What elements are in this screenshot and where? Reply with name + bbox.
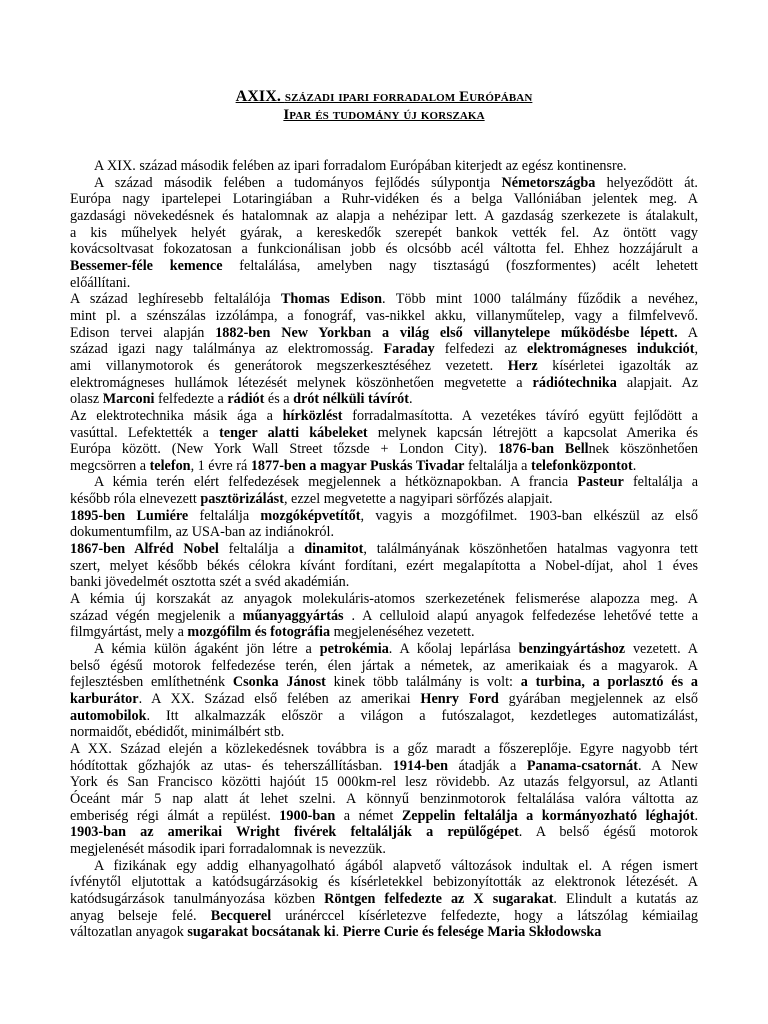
text: feltalálja a: [218, 541, 305, 558]
text: felfedezte a: [154, 391, 228, 408]
paragraph: [70, 641, 698, 741]
paragraph: [70, 541, 698, 591]
bold-text: rádiót: [227, 391, 265, 408]
text: kovácsoltvasat fokozatosan a funkcionálisan jobb és olcsóbb acél váltotta fel. Ehhez hozzájárult a: [70, 241, 698, 258]
bold-text: hírközlést: [282, 407, 343, 424]
text: nek köszönhetően: [588, 441, 698, 458]
text: A fizikának egy addig elhanyagolható ágából alapvető változások indultak el. A régen ismert: [94, 857, 698, 874]
paragraph: [70, 175, 698, 292]
text-line: [70, 608, 698, 625]
text-line: [70, 924, 698, 941]
text: vezetett. A: [625, 641, 699, 658]
text: feltalálja a: [464, 457, 532, 474]
bold-text: Henry Ford: [420, 691, 499, 707]
text: . Elindult a kutatás az: [553, 890, 699, 907]
bold-text: Herz: [507, 357, 538, 374]
bold-text: pasztörizálást: [200, 491, 284, 508]
text: gyárában megjelennek az első: [498, 691, 699, 707]
text: , találmányának köszönhetően hatalmas vagyonra tett: [363, 541, 698, 558]
text: emberiség régi álmát a repülést.: [70, 807, 280, 824]
text: gazdasági növekedésnek és hatalomnak az alapja a nehézipar lett. A gazdaság szerkezete is átalakult,: [70, 207, 698, 224]
text: a német: [335, 807, 402, 824]
text: felfedezi az: [434, 341, 528, 358]
text-line: [70, 491, 698, 508]
text-line: [70, 425, 698, 442]
text-line: [70, 225, 698, 242]
text: feltalálása, amelyben nagy tisztaságú (foszformentes) acélt lehetett: [222, 257, 698, 274]
title-rest: századi ipari forradalom Európában: [284, 89, 533, 105]
text: szert, melyet később békés célokra kívánt fordítani, ezért megalapította a Nobel-díjat, ahol 1 éves: [70, 557, 698, 574]
text: feltalálja a: [623, 474, 699, 491]
bold-text: Bessemer-féle kemence: [70, 257, 223, 274]
text-line: [70, 841, 698, 858]
bold-text: Marconi: [102, 391, 155, 408]
text: A kémia új korszakát az anyagok molekuláris-atomos szerkezetének felismerése alapozza meg. A: [70, 591, 698, 608]
bold-text: tenger alatti kábeleket: [219, 424, 368, 441]
bold-text: Röntgen felfedezte az X sugarakat: [324, 890, 554, 907]
text-line: [70, 708, 698, 725]
text: a kis műhelyek helyét gyárak, a kereskedők szerepét bankok vették fel. Az öntött vagy: [70, 224, 698, 241]
text: Az elektrotechnika másik ága a: [70, 407, 283, 424]
text: helyeződött át.: [595, 174, 698, 191]
bold-text: Pasteur: [577, 474, 624, 491]
text-line: [70, 524, 698, 541]
bold-text: 1895-ben Lumiére: [70, 507, 189, 524]
text: Edison tervei alapján: [70, 324, 216, 341]
text: alapjait. Az: [616, 374, 698, 391]
text-line: [70, 541, 698, 558]
text-line: [70, 824, 698, 841]
bold-text: benzingyártáshoz: [518, 641, 626, 658]
text: banki jövedelmét osztotta szét a svéd akadémián.: [70, 574, 350, 591]
text: ívfénytől eljutottak a katódsugárzásokig és kísérletekkel bebizonyították az elektronok létezését. A: [70, 874, 698, 891]
text-line: [70, 325, 698, 342]
text: később róla elnevezett: [70, 491, 201, 508]
bold-text: Németországba: [501, 174, 596, 191]
bold-text: telefonközpontot: [531, 457, 633, 474]
bold-text: Zeppelin feltalálja a kormányozható léghajót: [401, 807, 695, 824]
bold-text: mozgóképvetítőt: [260, 507, 361, 524]
text-line: [70, 758, 698, 775]
text-line: [70, 358, 698, 375]
text: és a: [264, 391, 294, 408]
bold-text: Becquerel: [210, 907, 272, 924]
bold-text: 1914-ben: [392, 757, 448, 774]
text: Európa nagy ipartelepei Lotaringiában a Ruhr-vidéken és a belga Vallóniában jelentek meg. A: [70, 191, 698, 208]
text-line: [70, 658, 698, 675]
bold-text: 1882-ben New Yorkban a világ első villanytelepe működésbe lépett.: [215, 324, 678, 341]
text: . A celluloid alapú anyagok felfedezése lehetővé tette a: [343, 607, 699, 624]
text: melynek kapcsán létrejött a kapcsolat Amerika és: [367, 424, 698, 441]
document-page: [70, 0, 698, 1024]
text-line: [70, 175, 698, 192]
text: . Több mint 1000 találmány fűződik a nevéhez,: [382, 291, 698, 308]
text-line: [70, 741, 698, 758]
text: . A New: [637, 757, 699, 774]
text-line: [70, 408, 698, 425]
text: átadják a: [447, 757, 527, 774]
text: forradalmasította. A vezetékes távíró együtt fejlődött a: [342, 407, 698, 424]
text: anyag belseje felé.: [70, 907, 211, 924]
text-line: [70, 474, 698, 491]
text: A század leghíresebb feltalálója: [70, 291, 281, 308]
text-line: [70, 691, 698, 708]
text: A kémia külön ágaként jön létre a: [94, 641, 320, 658]
text-line: [70, 375, 698, 392]
text: kísérletei igazolták az: [537, 357, 699, 374]
text: hódítottak gőzhajók az utas- és teherszállításban.: [70, 757, 393, 774]
text-line: [70, 158, 698, 175]
bold-text: 1903-ban az amerikai Wright fivérek feltalálják a repülőgépet: [70, 824, 519, 841]
text: megjelenéséhez vezetett.: [330, 624, 475, 641]
text: uránérccel kísérletezve felfedezte, hogy a látszólag kémiailag: [271, 907, 698, 924]
text: század igazi nagy találmánya az elektromosság.: [70, 341, 384, 358]
text: fejlesztésben említhetnénk: [70, 674, 233, 691]
text: vasúttal. Lefektették a: [70, 424, 220, 441]
text: megjelenését második ipari forradalomnak is nevezzük.: [70, 840, 386, 857]
text: .: [335, 924, 343, 941]
title-line-2: Ipar és tudomány új korszaka: [283, 107, 485, 123]
text: Európa között. (New York Wall Street tőzsde + London City).: [70, 441, 499, 458]
text: . A belső égésű motorok: [518, 824, 698, 841]
title-block: [70, 88, 698, 124]
paragraph: [70, 858, 698, 941]
text: .: [409, 391, 413, 408]
paragraph: [70, 158, 698, 175]
bold-text: sugarakat bocsátanak ki: [187, 924, 336, 941]
text: mint pl. a szénszálas izzólámpa, a fonográf, vas-nikkel akku, villanyműtelep, vagy a filmfelvevő.: [70, 307, 698, 324]
text: normaidőt, ebédidőt, minimálbért stb.: [70, 724, 285, 741]
text: megcsörren a: [70, 457, 150, 474]
text-line: [70, 208, 698, 225]
text-line: [70, 191, 698, 208]
text-line: [70, 574, 698, 591]
text: . Itt alkalmazzák először a világon a futószalagot, kezdetleges automatizálást,: [146, 707, 698, 724]
text-line: [70, 591, 698, 608]
bold-text: rádiótechnika: [532, 374, 617, 391]
text: .: [632, 457, 637, 474]
text-line: [70, 391, 698, 408]
bold-text: Panama-csatornát: [526, 757, 638, 774]
bold-text: Csonka Jánost: [232, 674, 326, 691]
text: A: [677, 324, 699, 341]
text-line: [70, 341, 698, 358]
bold-text: karburátor: [70, 691, 139, 707]
text: . A kőolaj lepárlása: [388, 641, 519, 658]
text: század végén megjelenik a: [70, 607, 243, 624]
text: kinek több találmány is volt:: [325, 674, 521, 691]
text-line: [70, 458, 698, 475]
text-line: [70, 791, 698, 808]
title-main: AXIX.: [235, 88, 281, 105]
bold-text: Pierre Curie és felesége Maria Skłodowska: [342, 924, 602, 941]
text-line: [70, 908, 698, 925]
text: előállítani.: [70, 274, 131, 291]
paragraph: [70, 474, 698, 507]
paragraph: [70, 408, 698, 475]
bold-text: drót nélküli távírót: [293, 391, 409, 408]
bold-text: 1877-ben a magyar Puskás Tivadar: [250, 457, 465, 474]
bold-text: dinamitot: [304, 541, 364, 558]
bold-text: 1900-ban: [279, 807, 336, 824]
text: ,: [694, 341, 698, 358]
text-line: [70, 774, 698, 791]
text-line: [70, 441, 698, 458]
text-line: [70, 558, 698, 575]
text: , 1 évre rá: [190, 457, 251, 474]
bold-text: Faraday: [383, 341, 435, 358]
text: , ezzel megvetette a nagyipari sörfőzés alapjait.: [283, 491, 553, 508]
text-line: [70, 724, 698, 741]
text-line: [70, 641, 698, 658]
text-line: [70, 291, 698, 308]
bold-text: mozgófilm és fotográfia: [187, 624, 331, 641]
text-line: [70, 624, 698, 641]
paragraph: [70, 291, 698, 408]
text: feltalálja: [188, 507, 261, 524]
text: A XIX. század második felében az ipari forradalom Európában kiterjedt az egész kontinensre.: [94, 158, 627, 174]
text-line: [70, 874, 698, 891]
text-line: [70, 508, 698, 525]
text: , vagyis a mozgófilmet. 1903-ban elkészül az első: [360, 507, 698, 524]
text: belső égésű motorok felfedezése terén, élen jártak a németek, az amerikaiak és a magyarok. A: [70, 657, 698, 674]
text-line: [70, 275, 698, 292]
text-line: [70, 241, 698, 258]
bold-text: a turbina, a porlasztó és a: [520, 674, 698, 691]
text: változatlan anyagok: [70, 924, 188, 941]
paragraph: [70, 741, 698, 858]
text: York és San Francisco közötti hajóút 15 000km-rel lesz rövidebb. Az utazás felgyorsul, az Atlanti: [70, 774, 698, 791]
text-line: [70, 308, 698, 325]
text: A század második felében a tudományos fejlődés súlypontja: [94, 174, 502, 191]
text: A kémia terén elért felfedezések megjelennek a hétköznapokban. A francia: [94, 474, 578, 491]
text-line: [70, 808, 698, 825]
text-line: [70, 258, 698, 275]
text: ami villanymotorok és generátorok megszerkesztéséhez vezetett.: [70, 357, 508, 374]
text-line: [70, 858, 698, 875]
text: olasz: [70, 391, 103, 408]
title-line-1: [70, 88, 698, 106]
text-line: [70, 674, 698, 691]
bold-text: 1876-ban Bell: [498, 441, 589, 458]
document-body: [70, 158, 698, 941]
text: filmgyártást, mely a: [70, 624, 188, 641]
bold-text: 1867-ben Alfréd Nobel: [70, 541, 219, 558]
text: elektromágneses hullámok létezését melynek köszönhetően megvetette a: [70, 374, 533, 391]
bold-text: petrokémia: [319, 641, 389, 658]
bold-text: Thomas Edison: [280, 291, 383, 308]
bold-text: automobilok: [70, 707, 147, 724]
text: Óceánt már 5 nap alatt át lehet szelni. A könnyű benzinmotorok feltalálása valóra váltotta az: [70, 790, 698, 807]
bold-text: elektromágneses indukciót: [527, 341, 695, 358]
text: katódsugárzások tanulmányozása közben: [70, 890, 325, 907]
text: A XX. Század elején a közlekedésnek továbbra is a gőz maradt a főszereplője. Egyre nagyobb tért: [70, 740, 698, 757]
text: .: [694, 807, 699, 824]
text-line: [70, 891, 698, 908]
bold-text: műanyaggyártás: [242, 607, 344, 624]
bold-text: telefon: [149, 457, 191, 474]
text: dokumentumfilm, az USA-ban az indiánokról.: [70, 524, 334, 541]
text: . A XX. Század első felében az amerikai: [138, 691, 421, 707]
paragraph: [70, 508, 698, 541]
paragraph: [70, 591, 698, 641]
